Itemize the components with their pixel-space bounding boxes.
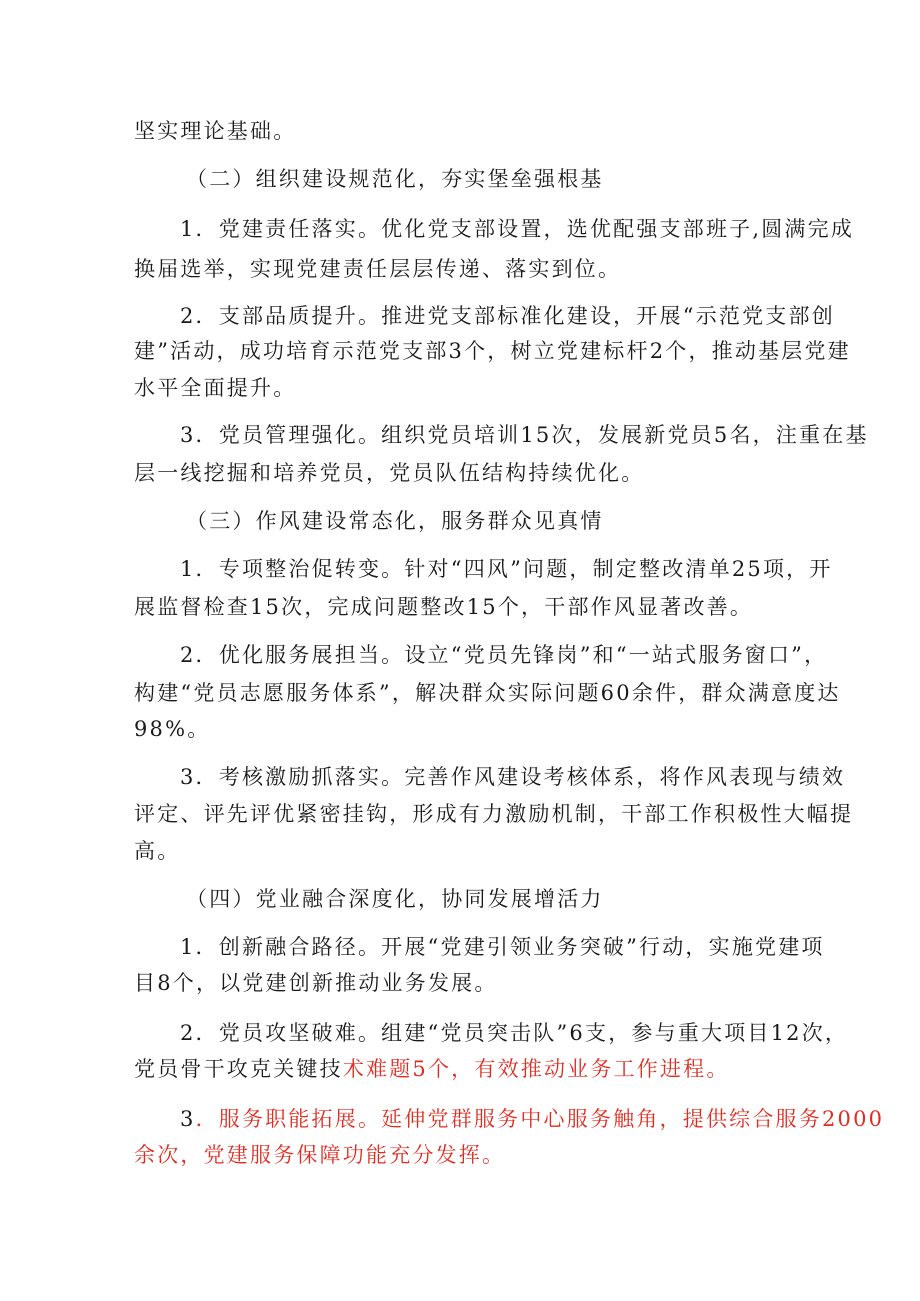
- paragraph-line: 98%。: [134, 717, 211, 741]
- paragraph-line: 1．专项整治促转变。针对“四风”问题，制定整改清单25项，开: [180, 557, 833, 581]
- highlighted-text: ．服务职能拓展。延伸党群服务中心服务触角，提供综合服务2000: [195, 1107, 885, 1131]
- paragraph-line: 建”活动，成功培育示范党支部3个，树立党建标杆2个，推动基层党建: [134, 339, 851, 363]
- list-number: 3: [180, 1107, 196, 1131]
- paragraph-line: 构建“党员志愿服务体系”，解决群众实际问题60余件，群众满意度达: [134, 681, 841, 705]
- paragraph-line: 1．创新融合路径。开展“党建引领业务突破”行动，实施党建项: [180, 935, 825, 959]
- paragraph-line: 2．支部品质提升。推进党支部标准化建设，开展“示范党支部创: [180, 304, 835, 328]
- section-heading-3: （三）作风建设常态化，服务群众见真情: [186, 509, 604, 533]
- paragraph-line: 目8个，以党建创新推动业务发展。: [134, 971, 498, 995]
- paragraph-line: 3．党员管理强化。组织党员培训15次，发展新党员5名，注重在基: [180, 423, 869, 447]
- paragraph-line: 2．党员攻坚破难。组建“党员突击队”6支，参与重大项目12次，: [180, 1021, 849, 1045]
- paragraph-line: 展监督检查15次，完成问题整改15个，干部作风显著改善。: [134, 595, 754, 619]
- paragraph-line: [134, 1056, 730, 1082]
- paragraph-line: 2．优化服务展担当。设立“党员先锋岗”和“一站式服务窗口”，: [180, 643, 828, 667]
- section-heading-2: （二）组织建设规范化，夯实堡垒强根基: [186, 167, 604, 191]
- paragraph-line: 3．考核激励抓落实。完善作风建设考核体系，将作风表现与绩效: [180, 765, 846, 789]
- paragraph-line: 水平全面提升。: [134, 376, 297, 400]
- paragraph-line: 坚实理论基础。: [134, 119, 297, 143]
- paragraph-line: 层一线挖掘和培养党员，党员队伍结构持续优化。: [134, 461, 645, 485]
- paragraph-line: 高。: [134, 839, 181, 863]
- paragraph-line: [180, 1106, 884, 1132]
- paragraph-line: 1．党建责任落实。优化党支部设置，选优配强支部班子,圆满完成: [180, 217, 855, 241]
- text-span: 党员骨干攻克关键技: [134, 1057, 343, 1081]
- highlighted-text: 术难题5个，有效推动业务工作进程。: [342, 1057, 730, 1081]
- section-heading-4: （四）党业融合深度化，协同发展增活力: [186, 887, 604, 911]
- paragraph-line-highlighted: 余次，党建服务保障功能充分发挥。: [134, 1143, 506, 1167]
- paragraph-line: 评定、评先评优紧密挂钩，形成有力激励机制，干部工作积极性大幅提: [134, 802, 854, 826]
- paragraph-line: 换届选举，实现党建责任层层传递、落实到位。: [134, 257, 622, 281]
